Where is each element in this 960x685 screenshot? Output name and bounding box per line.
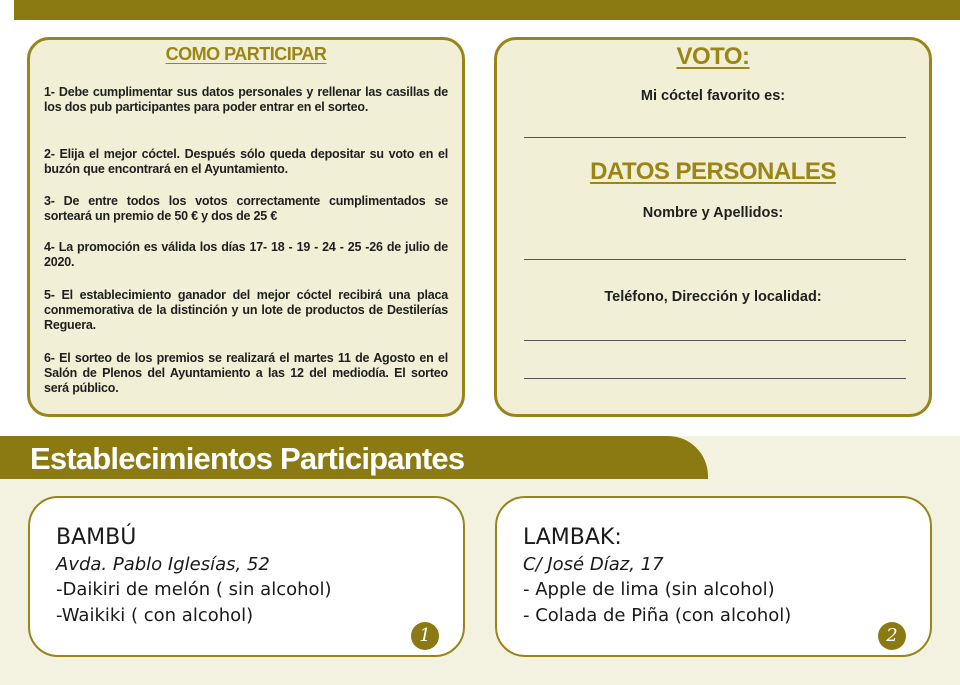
favorite-cocktail-label: Mi cóctel favorito es: [640,88,786,104]
establishment-address: Avda. Pablo Iglesías, 52 [56,554,270,575]
establishment-name: LAMBAK: [523,525,622,550]
contact-label: Teléfono, Dirección y localidad: [604,289,822,305]
top-bar-gap [0,0,14,20]
card-number-badge: 1 [411,622,439,650]
top-decorative-bar [0,0,960,20]
step-5: 5- El establecimiento ganador del mejor cóctel recibirá una placa conmemorativa de la distinción y un lote de productos de Destilerías Reguera. [44,288,448,332]
establishment-card-bambu [28,496,465,657]
step-6: 6- El sorteo de los premios se realizará el martes 11 de Agosto en el Salón de Plenos del Ayuntamiento a las 12 del mediodía. El sorteo será público. [44,351,448,395]
cocktail-item: - Colada de Piña (con alcohol) [523,605,792,626]
favorite-cocktail-line[interactable] [524,137,906,138]
how-to-title: COMO PARTICIPAR [165,44,327,64]
full-name-label: Nombre y Apellidos: [642,205,784,221]
step-2: 2- Elija el mejor cóctel. Después sólo queda depositar su voto en el buzón que encontrará en el Ayuntamiento. [44,147,448,176]
establishment-address: C/ José Díaz, 17 [523,554,664,575]
cocktail-item: -Daikiri de melón ( sin alcohol) [56,579,332,600]
card-number-badge: 2 [878,622,906,650]
establishment-card-lambak [495,496,932,657]
establishment-name: BAMBÚ [56,525,137,550]
how-to-participate-panel [27,37,465,417]
cocktail-item: -Waikiki ( con alcohol) [56,605,254,626]
cocktail-item: - Apple de lima (sin alcohol) [523,579,775,600]
full-name-line[interactable] [524,259,906,260]
contact-line-1[interactable] [524,340,906,341]
step-3: 3- De entre todos los votos correctamente cumplimentados se sorteará un premio de 50 € y dos de 25 € [44,194,448,223]
vote-title: VOTO: [676,43,750,70]
personal-data-title: DATOS PERSONALES [590,158,836,185]
step-1: 1- Debe cumplimentar sus datos personales y rellenar las casillas de los dos pub participantes para poder entrar en el sorteo. [44,85,448,114]
vote-panel [494,37,932,417]
establishments-title: Establecimientos Participantes [30,441,465,476]
step-4: 4- La promoción es válida los días 17- 18 - 19 - 24 - 25 -26 de julio de 2020. [44,240,448,269]
contact-line-2[interactable] [524,378,906,379]
